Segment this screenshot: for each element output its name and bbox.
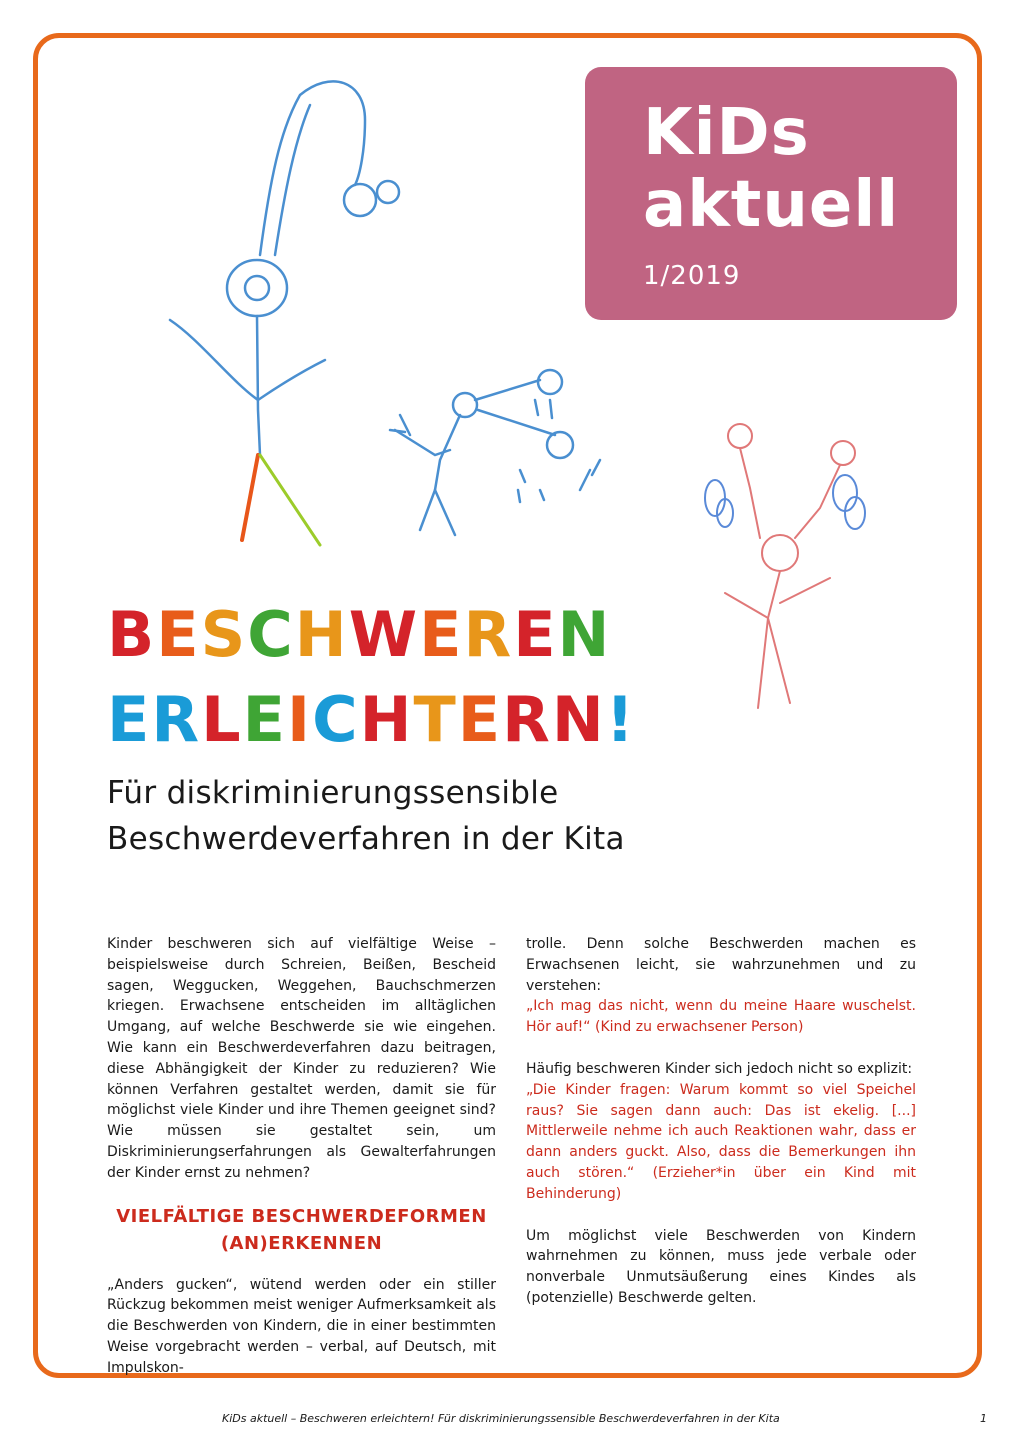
headline-line1 [107, 600, 611, 670]
headline-letter: E [513, 598, 558, 671]
headline-letter: B [107, 598, 157, 671]
intro-paragraph: Kinder beschweren sich auf vielfältige Weise – beispielsweise durch Schreien, Beißen, Bescheid sagen, Weggucken, Weggehen, Bauchschmerzen kriegen. Erwachsene entscheiden im alltäglichen Umgang, auf welche Beschwerde sie wie eingehen. Wie kann ein Beschwerdeverfahren dazu beitragen, diese Abhängigkeit der Kinder zu reduzieren? Wie können Verfahren gestaltet werden, damit sie für möglichst viele Kinder und ihre Themen geeignet sind? Wie müssen sie gestaltet sein, um Diskriminierungserfahrungen als Gewalterfahrungen der Kinder ernst zu nehmen? [107, 936, 496, 1181]
headline-line2 [107, 685, 636, 755]
headline-letter: H [294, 598, 349, 671]
headline-letter: E [156, 598, 201, 671]
subtitle-line1: Für diskriminierungssensible [107, 775, 559, 811]
footer-text: KiDs aktuell – Beschweren erleichtern! Für diskriminierungssensible Beschwerdeverfahren in der Kita [222, 1412, 780, 1425]
headline-letter: L [201, 683, 243, 756]
headline-letter: H [359, 683, 414, 756]
section-heading-line1: VIELFÄLTIGE BESCHWERDEFORMEN [116, 1205, 487, 1227]
headline-letter: E [107, 683, 152, 756]
headline-letter: ! [605, 683, 637, 756]
headline-letter: E [419, 598, 464, 671]
child-drawing-blue-figures [160, 70, 610, 560]
headline-letter: R [502, 683, 552, 756]
right-paragraph-2: Häufig beschweren Kinder sich jedoch nicht so explizit: [526, 1060, 913, 1077]
right-paragraph-3: Um möglichst viele Beschwerden von Kindern wahrnehmen zu können, muss jede verbale oder nonverbale Unmutsäußerung eines Kindes als (potenzielle) Beschwerde gelten. [526, 1227, 916, 1306]
quote-child: „Ich mag das nicht, wenn du meine Haare wuschelst. Hör auf!“ (Kind zu erwachsener Person) [526, 998, 916, 1036]
headline-letter: R [463, 598, 514, 671]
headline-letter: E [457, 683, 503, 756]
badge-title-line2: aktuell [643, 168, 900, 242]
section-heading [107, 1203, 496, 1257]
subtitle [107, 770, 625, 862]
child-drawing-red-figure [680, 418, 880, 718]
headline-letter: R [151, 683, 202, 756]
badge-issue: 1/2019 [643, 261, 741, 291]
headline-letter: C [247, 598, 295, 671]
magazine-badge [585, 67, 957, 320]
right-paragraph-1: trolle. Denn solche Beschwerden machen es Erwachsenen leicht, sie wahrzunehmen und zu verstehen: [526, 936, 916, 994]
headline-letter: N [557, 598, 612, 671]
headline-letter: T [413, 683, 458, 756]
headline-letter: W [348, 598, 420, 671]
quote-educator: „Die Kinder fragen: Warum kommt so viel Speichel raus? Sie sagen dann auch: Das ist ekelig. [...] Mittlerweile nehme ich auch Reaktionen wahr, dass er dann anders guckt. Also, dass die Bemerkungen ihn auch stören.“ (Erzieher*in über ein Kind mit Behinderung) [526, 1081, 916, 1202]
headline-letter: E [242, 683, 287, 756]
badge-title-line1: KiDs [643, 96, 810, 170]
headline-letter: I [286, 683, 313, 756]
body-paragraph: „Anders gucken“, wütend werden oder ein stiller Rückzug bekommen meist weniger Aufmerksamkeit als die Beschwerden von Kindern, die in einer bestimmten Weise vorgebracht werden – verbal, auf Deutsch, mit Impulskon- [107, 1276, 496, 1376]
headline-letter: N [551, 683, 606, 756]
section-heading-line2: (AN)ERKENNEN [220, 1232, 383, 1254]
headline-letter: C [312, 683, 360, 756]
page-number: 1 [980, 1412, 987, 1425]
right-column [526, 934, 916, 1309]
subtitle-line2: Beschwerdeverfahren in der Kita [107, 821, 625, 857]
left-column [107, 934, 496, 1379]
headline-letter: S [200, 598, 248, 671]
